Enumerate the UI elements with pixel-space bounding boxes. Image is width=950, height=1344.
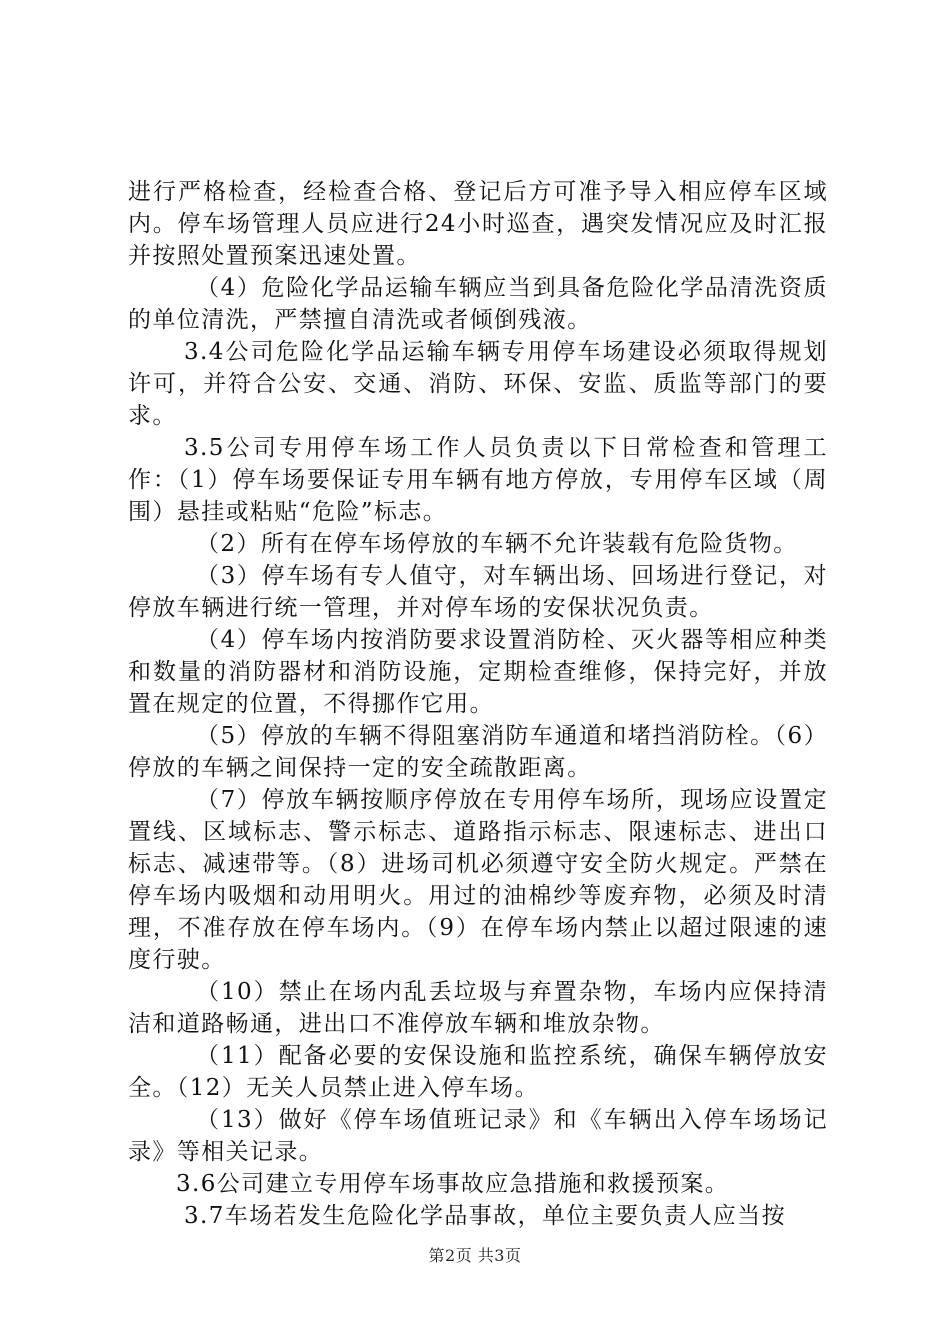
paragraph-3-7: 3.7车场若发生危险化学品事故，单位主要负责人应当按 xyxy=(184,1203,786,1229)
paragraph-item-10: （10）禁止在场内乱丢垃圾与弃置杂物，车场内应保持清洁和道路畅通，进出口不准停放车辆和堆放杂物。 xyxy=(128,979,828,1037)
paragraph-item-13: （13）做好《停车场值班记录》和《车辆出入停车场场记录》等相关记录。 xyxy=(128,1107,828,1165)
paragraph-inspection: 进行严格检查，经检查合格、登记后方可准予导入相应停车区域内。停车场管理人员应进行24小时巡查，遇突发情况应及时汇报并按照处置预案迅速处置。 xyxy=(128,179,828,269)
document-body xyxy=(128,176,828,1232)
paragraph-3-5: 3.5公司专用停车场工作人员负责以下日常检查和管理工作：（1）停车场要保证专用车辆有地方停放，专用停车区域（周围）悬挂或粘贴“危险”标志。 xyxy=(128,435,828,525)
paragraph-3-4: 3.4公司危险化学品运输车辆专用停车场建设必须取得规划许可，并符合公安、交通、消防、环保、安监、质监等部门的要求。 xyxy=(128,339,828,429)
paragraph-item-2: （2）所有在停车场停放的车辆不允许装载有危险货物。 xyxy=(196,531,798,557)
paragraph-item-5-6: （5）停放的车辆不得阻塞消防车通道和堵挡消防栓。（6）停放的车辆之间保持一定的安全疏散距离。 xyxy=(128,723,828,781)
paragraph-item-3: （3）停车场有专人值守，对车辆出场、回场进行登记，对停放车辆进行统一管理，并对停车场的安保状况负责。 xyxy=(128,563,828,621)
paragraph-item-7-9: （7）停放车辆按顺序停放在专用停车场所，现场应设置定置线、区域标志、警示标志、道路指示标志、限速标志、进出口标志、减速带等。（8）进场司机必须遵守安全防火规定。严禁在停车场内吸烟和动用明火。用过的油棉纱等废弃物，必须及时清理，不准存放在停车场内。（9）在停车场内禁止以超过限速的速度行驶。 xyxy=(128,787,828,973)
paragraph-item-4-fire: （4）停车场内按消防要求设置消防栓、灭火器等相应种类和数量的消防器材和消防设施，定期检查维修，保持完好，并放置在规定的位置，不得挪作它用。 xyxy=(128,627,828,717)
paragraph-item-11-12: （11）配备必要的安保设施和监控系统，确保车辆停放安全。（12）无关人员禁止进入停车场。 xyxy=(128,1043,828,1101)
page-footer: 第2页 共3页 xyxy=(428,1246,522,1265)
paragraph-item-4-cleaning: （4）危险化学品运输车辆应当到具备危险化学品清洗资质的单位清洗，严禁擅自清洗或者倾倒残液。 xyxy=(128,275,828,333)
paragraph-3-6: 3.6公司建立专用停车场事故应急措施和救援预案。 xyxy=(176,1171,730,1197)
